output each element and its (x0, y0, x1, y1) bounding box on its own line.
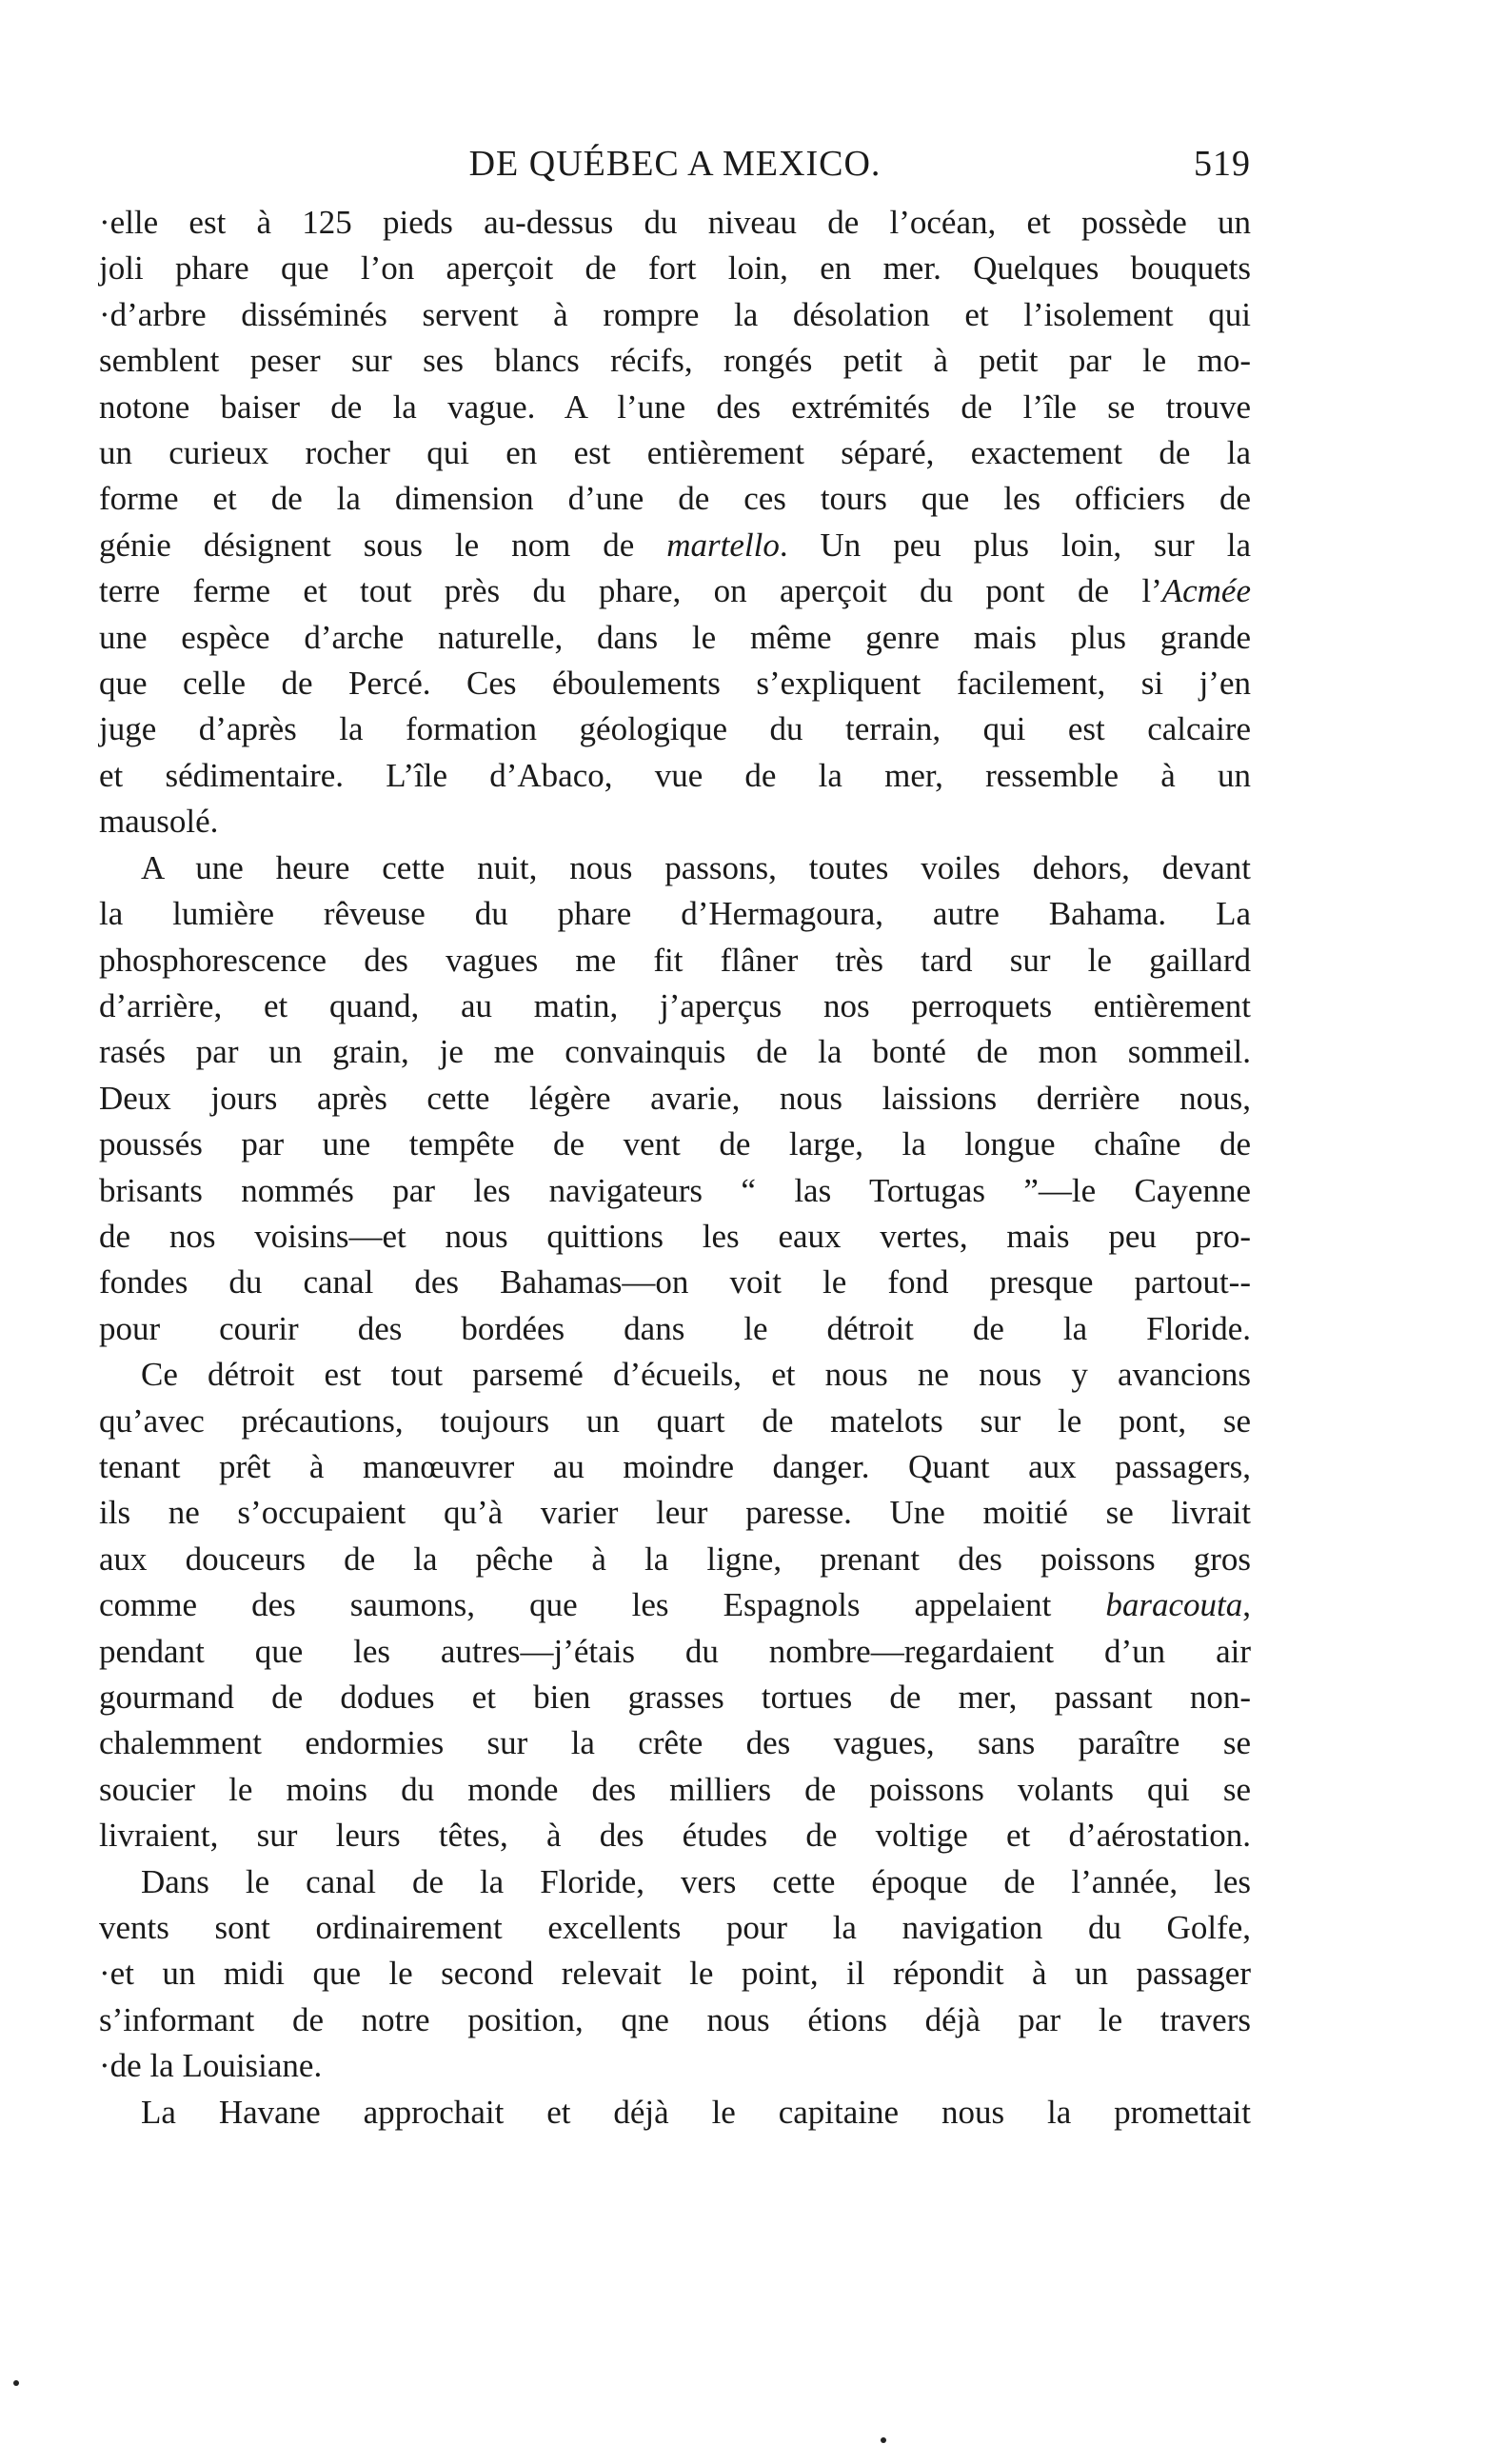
italic-term: baracouta (1105, 1586, 1243, 1624)
text-line: ils ne s’occupaient qu’à varier leur paresse. Une moitié se livrait (99, 1494, 1251, 1532)
text-line: terre ferme et tout près du phare, on aperçoit du pont de l’Acmée (99, 572, 1251, 610)
text-line: s’informant de notre position, qne nous étions déjà par le travers (99, 2000, 1251, 2038)
paragraph (99, 845, 1251, 1352)
text-line: une espèce d’arche naturelle, dans le même genre mais plus grande (99, 618, 1251, 656)
text-line: livraient, sur leurs têtes, à des études de voltige et d’aérostation. (99, 1817, 1251, 1855)
text-line: soucier le moins du monde des milliers de poissons volants qui se (99, 1770, 1251, 1808)
text-line: pour courir des bordées dans le détroit de la Floride. (99, 1309, 1251, 1347)
text-line: ·et un midi que le second relevait le point, il répondit à un passager (99, 1955, 1251, 1993)
text-line: ·d’arbre disséminés servent à rompre la désolation et l’isolement qui (99, 295, 1251, 333)
paragraph (99, 1352, 1251, 1858)
text-line: de nos voisins—et nous quittions les eaux vertes, mais peu pro- (99, 1217, 1251, 1255)
paragraph (99, 200, 1251, 845)
page-number: 519 (1194, 144, 1251, 184)
text-line: chalemment endormies sur la crête des vagues, sans paraître se (99, 1724, 1251, 1762)
text-line: Dans le canal de la Floride, vers cette époque de l’année, les (141, 1862, 1251, 1900)
text-line: ·elle est à 125 pieds au-dessus du niveau de l’océan, et possède un (99, 204, 1251, 241)
text-line: A une heure cette nuit, nous passons, toutes voiles dehors, devant (141, 848, 1251, 886)
paragraph (99, 1859, 1251, 2090)
text-line: vents sont ordinairement excellents pour la navigation du Golfe, (99, 1909, 1251, 1947)
text-line: rasés par un grain, je me convainquis de la bonté de mon sommeil. (99, 1033, 1251, 1071)
book-page (99, 143, 1251, 2136)
text-line: Deux jours après cette légère avarie, nous laissions derrière nous, (99, 1079, 1251, 1117)
text-line: la lumière rêveuse du phare d’Hermagoura, autre Bahama. La (99, 895, 1251, 933)
text-line: tenant prêt à manœuvrer au moindre danger. Quant aux passagers, (99, 1447, 1251, 1485)
text-line: La Havane approchait et déjà le capitaine nous la promettait (141, 2093, 1251, 2131)
paragraph (99, 2090, 1251, 2136)
text-line: forme et de la dimension d’une de ces tours que les officiers de (99, 480, 1251, 518)
text-line: mausolé. (99, 803, 219, 841)
text-line: pendant que les autres—j’étais du nombre—regardaient d’un air (99, 1632, 1251, 1670)
running-title: DE QUÉBEC A MEXICO. (468, 144, 882, 184)
text-line: aux douceurs de la pêche à la ligne, prenant des poissons gros (99, 1540, 1251, 1578)
text-line: semblent peser sur ses blancs récifs, rongés petit à petit par le mo- (99, 342, 1251, 380)
text-line: Ce détroit est tout parsemé d’écueils, et nous ne nous y avancions (141, 1356, 1251, 1394)
text-line: et sédimentaire. L’île d’Abaco, vue de la mer, ressemble à un (99, 756, 1251, 794)
text-line: qu’avec précautions, toujours un quart de matelots sur le pont, se (99, 1401, 1251, 1440)
print-speck (881, 2437, 886, 2443)
text-line: joli phare que l’on aperçoit de fort loin, en mer. Quelques bouquets (99, 249, 1251, 288)
print-speck (13, 2380, 19, 2386)
italic-term: Acmée (1161, 572, 1251, 610)
text-line: comme des saumons, que les Espagnols appelaient baracouta, (99, 1586, 1251, 1624)
text-line: d’arrière, et quand, au matin, j’aperçus nos perroquets entièrement (99, 986, 1251, 1024)
text-line: notone baiser de la vague. A l’une des extrémités de l’île se trouve (99, 387, 1251, 426)
text-line: phosphorescence des vagues me fit flâner très tard sur le gaillard (99, 941, 1251, 979)
body-text (99, 200, 1251, 2136)
text-line: génie désignent sous le nom de martello. Un peu plus loin, sur la (99, 526, 1251, 564)
text-line: juge d’après la formation géologique du terrain, qui est calcaire (99, 710, 1251, 748)
text-line: un curieux rocher qui en est entièrement séparé, exactement de la (99, 434, 1251, 472)
text-line: fondes du canal des Bahamas—on voit le fond presque partout-- (99, 1263, 1251, 1302)
text-line: gourmand de dodues et bien grasses tortues de mer, passant non- (99, 1679, 1251, 1716)
text-line: brisants nommés par les navigateurs “ las Tortugas ”—le Cayenne (99, 1171, 1251, 1209)
running-head (99, 143, 1251, 200)
text-line: que celle de Percé. Ces éboulements s’expliquent facilement, si j’en (99, 665, 1251, 703)
text-line: ·de la Louisiane. (99, 2047, 323, 2085)
italic-term: martello (666, 526, 780, 564)
text-line: poussés par une tempête de vent de large, la longue chaîne de (99, 1125, 1251, 1163)
